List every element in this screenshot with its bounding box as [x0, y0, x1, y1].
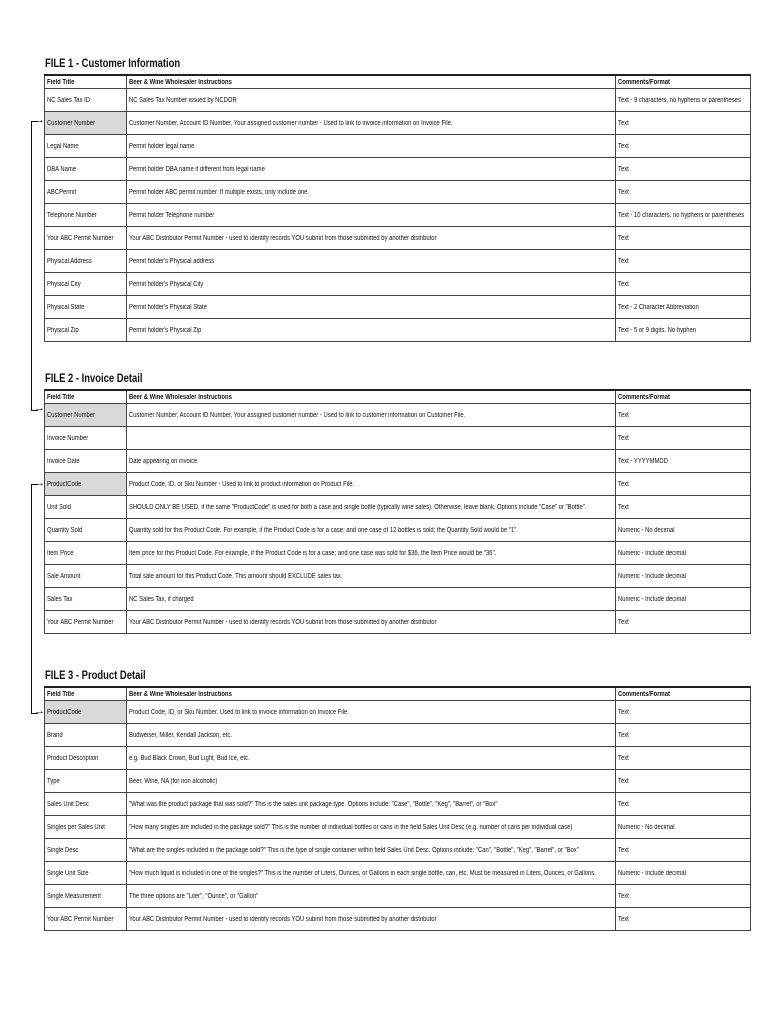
field-title-cell	[45, 519, 127, 542]
instructions-cell	[127, 135, 616, 158]
column-header	[127, 687, 616, 701]
comments-cell	[616, 204, 751, 227]
field-title-cell-text: Customer Number	[47, 119, 96, 127]
instructions-cell	[127, 112, 616, 135]
comments-cell-text: Text	[618, 754, 629, 762]
field-title-cell-text: Type	[47, 777, 60, 785]
instructions-cell-text: "What was the product package that was sold?" This is the sales unit package type. Options include: "Case", "Bottle", "Keg", "Barrel", or "Box"	[129, 800, 498, 808]
instructions-cell-text: Permit holder's Physical State	[129, 303, 207, 311]
field-title-cell	[45, 770, 127, 793]
field-title-cell-text: Your ABC Permit Number	[47, 234, 114, 242]
comments-cell	[616, 770, 751, 793]
comments-cell	[616, 89, 751, 112]
instructions-cell-text: Customer Number, Account ID Number, Your assigned customer number - Used to link to customer information on Customer File.	[129, 411, 466, 419]
comments-cell-text: Numeric - Include decimal	[618, 869, 686, 877]
comments-cell	[616, 181, 751, 204]
field-title-cell	[45, 112, 127, 135]
comments-cell	[616, 862, 751, 885]
field-title-cell	[45, 724, 127, 747]
comments-cell	[616, 747, 751, 770]
instructions-cell-text: Quantity sold for this Product Code. For example, if the Product Code is for a case; and one case of 12 bottles is sold; the Quantity Sold would be "1".	[129, 526, 518, 534]
comments-cell	[616, 519, 751, 542]
comments-cell-text: Numeric - No decimal	[618, 823, 675, 831]
instructions-cell-text: Permit holder's Physical Zip	[129, 326, 202, 334]
comments-cell	[616, 450, 751, 473]
instructions-cell-text: Product Code, ID, or Sku Number - Used to link to product information on Product File.	[129, 480, 355, 488]
file1-table	[44, 74, 751, 342]
instructions-cell-text: Item price for this Product Code. For example, if the Product Code is for a case; and one case was sold for $36, the Item Price would be "36".	[129, 549, 497, 557]
field-title-cell-text: Invoice Date	[47, 457, 80, 465]
instructions-cell	[127, 89, 616, 112]
comments-cell-text: Text	[618, 142, 629, 150]
comments-cell	[616, 427, 751, 450]
field-title-cell	[45, 227, 127, 250]
productcode-link-arrow-1: →	[34, 477, 45, 489]
field-title-cell	[45, 542, 127, 565]
table-row	[45, 181, 751, 204]
field-title-cell-text: Sales Unit Desc	[47, 800, 89, 808]
field-title-cell-text: Product Description	[47, 754, 99, 762]
instructions-cell	[127, 404, 616, 427]
table-row	[45, 450, 751, 473]
instructions-cell	[127, 862, 616, 885]
column-header	[616, 390, 751, 404]
comments-cell	[616, 319, 751, 342]
field-title-cell	[45, 839, 127, 862]
comments-cell	[616, 839, 751, 862]
comments-cell	[616, 908, 751, 931]
instructions-cell	[127, 296, 616, 319]
field-title-cell-text: Your ABC Permit Number	[47, 915, 114, 923]
instructions-cell-text: Your ABC Distributor Permit Number - used to identify records YOU submit from those submitted by another distributor	[129, 618, 437, 626]
field-title-cell-text: ProductCode	[47, 708, 82, 716]
instructions-cell-text: "How much liquid is included in one of the singles?" This is the number of Liters, Ounces, or Gallons in each single bottle, can, etc. Must be measured in Liters, Ounces, or Gallons.	[129, 869, 596, 877]
column-header	[45, 390, 127, 404]
column-header-label: Field Title	[47, 690, 75, 698]
customer-link-arrow-1: →	[34, 114, 45, 126]
field-title-cell	[45, 404, 127, 427]
instructions-cell-text: Your ABC Distributor Permit Number - used to identify records YOU submit from those submitted by another distributor	[129, 234, 437, 242]
column-header	[616, 75, 751, 89]
field-title-cell	[45, 319, 127, 342]
field-title-cell-text: Invoice Number	[47, 434, 89, 442]
instructions-cell-text: Date appearing on invoice	[129, 457, 198, 465]
instructions-cell	[127, 885, 616, 908]
field-title-cell-text: ProductCode	[47, 480, 82, 488]
table-row	[45, 112, 751, 135]
column-header-label: Comments/Format	[618, 393, 670, 401]
instructions-cell-text: Customer Number, Account ID Number, Your assigned customer number - Used to link to invoice information on Invoice File.	[129, 119, 453, 127]
table-row	[45, 519, 751, 542]
instructions-cell-text: Permit holder's Physical City	[129, 280, 204, 288]
column-header	[45, 687, 127, 701]
field-title-cell-text: Item Price	[47, 549, 74, 557]
comments-cell-text: Text	[618, 618, 629, 626]
instructions-cell-text: Permit holder legal name	[129, 142, 195, 150]
instructions-cell	[127, 473, 616, 496]
field-title-cell	[45, 588, 127, 611]
comments-cell-text: Text	[618, 280, 629, 288]
table-row	[45, 747, 751, 770]
field-title-cell	[45, 816, 127, 839]
table-row	[45, 135, 751, 158]
comments-cell	[616, 611, 751, 634]
field-title-cell	[45, 496, 127, 519]
comments-cell-text: Text	[618, 892, 629, 900]
field-title-cell-text: Single Desc	[47, 846, 79, 854]
instructions-cell	[127, 496, 616, 519]
productcode-link-arrow-2: →	[34, 705, 45, 717]
table-row	[45, 542, 751, 565]
field-title-cell-text: Customer Number	[47, 411, 96, 419]
table-row	[45, 427, 751, 450]
comments-cell-text: Text	[618, 915, 629, 923]
column-header-label: Comments/Format	[618, 78, 670, 86]
table-row	[45, 770, 751, 793]
field-title-cell	[45, 296, 127, 319]
comments-cell-text: Text	[618, 731, 629, 739]
table-row	[45, 227, 751, 250]
comments-cell-text: Text - 9 characters, no hyphens or parentheses	[618, 96, 741, 104]
column-header	[127, 390, 616, 404]
productcode-link-line	[31, 484, 38, 714]
instructions-cell	[127, 588, 616, 611]
table-row	[45, 204, 751, 227]
table-row	[45, 496, 751, 519]
field-title-cell	[45, 793, 127, 816]
comments-cell-text: Text	[618, 411, 629, 419]
field-title-cell	[45, 158, 127, 181]
comments-cell-text: Text - 5 or 9 digits. No hyphen	[618, 326, 697, 334]
table-row	[45, 839, 751, 862]
instructions-cell	[127, 611, 616, 634]
table-row	[45, 611, 751, 634]
comments-cell-text: Numeric - No decimal	[618, 526, 675, 534]
table-row	[45, 273, 751, 296]
table-row	[45, 250, 751, 273]
instructions-cell	[127, 158, 616, 181]
field-title-cell	[45, 611, 127, 634]
instructions-cell-text: Product Code, ID, or Sku Number. Used to link to invoice information on Invoice File.	[129, 708, 349, 716]
column-header-label: Beer & Wine Wholesaler Instructions	[129, 78, 232, 86]
instructions-cell	[127, 204, 616, 227]
column-header	[616, 687, 751, 701]
instructions-cell-text: Budweiser, Miller, Kendall Jackson, etc.	[129, 731, 232, 739]
comments-cell	[616, 227, 751, 250]
instructions-cell	[127, 250, 616, 273]
field-title-cell	[45, 250, 127, 273]
instructions-cell	[127, 793, 616, 816]
table-row	[45, 701, 751, 724]
comments-cell-text: Text	[618, 119, 629, 127]
comments-cell-text: Text	[618, 480, 629, 488]
field-title-cell-text: Singles per Sales Unit	[47, 823, 105, 831]
comments-cell-text: Text	[618, 165, 629, 173]
comments-cell-text: Text	[618, 800, 629, 808]
field-title-cell-text: Single Measurement	[47, 892, 101, 900]
field-title-cell-text: Single Unit Size	[47, 869, 89, 877]
comments-cell-text: Numeric - Include decimal	[618, 549, 686, 557]
instructions-cell-text: Permit holder Telephone number	[129, 211, 215, 219]
field-title-cell-text: Brand	[47, 731, 63, 739]
instructions-cell	[127, 319, 616, 342]
comments-cell	[616, 473, 751, 496]
table-row	[45, 565, 751, 588]
table-row	[45, 296, 751, 319]
customer-link-line	[31, 121, 38, 411]
field-title-cell-text: Unit Sold	[47, 503, 71, 511]
field-title-cell	[45, 450, 127, 473]
table-row	[45, 89, 751, 112]
table-row	[45, 473, 751, 496]
table-row	[45, 885, 751, 908]
instructions-cell	[127, 427, 616, 450]
comments-cell	[616, 112, 751, 135]
comments-cell-text: Numeric - Include decimal	[618, 595, 686, 603]
instructions-cell	[127, 519, 616, 542]
field-title-cell-text: Your ABC Permit Number	[47, 618, 114, 626]
comments-cell-text: Text - 10 characters, no hyphens or parentheses	[618, 211, 745, 219]
instructions-cell-text: SHOULD ONLY BE USED, if the same "ProductCode" is used for both a case and single bottle (typically wine sales). Otherwise, leave blank. Options include "Case" or "Bottle".	[129, 503, 587, 511]
instructions-cell-text: "How many singles are included in the package sold?" This is the number of individual bottles or cans in the field Sales Unit Desc (e.g. number of cans per individual case)	[129, 823, 573, 831]
column-header-label: Beer & Wine Wholesaler Instructions	[129, 393, 232, 401]
column-header-label: Comments/Format	[618, 690, 670, 698]
comments-cell	[616, 273, 751, 296]
column-header-label: Beer & Wine Wholesaler Instructions	[129, 690, 232, 698]
field-title-cell-text: Quantity Sold	[47, 526, 83, 534]
field-title-cell	[45, 427, 127, 450]
instructions-cell-text: NC Sales Tax Number issued by NCDOR	[129, 96, 237, 104]
field-title-cell	[45, 908, 127, 931]
field-title-cell	[45, 701, 127, 724]
file2-title: FILE 2 - Invoice Detail	[45, 373, 143, 385]
instructions-cell	[127, 770, 616, 793]
instructions-cell-text: Permit holder ABC permit number. If multiple exists, only include one.	[129, 188, 310, 196]
header-row	[45, 75, 751, 89]
comments-cell-text: Text	[618, 434, 629, 442]
field-title-cell-text: ABCPermit	[47, 188, 77, 196]
header-row	[45, 390, 751, 404]
column-header	[127, 75, 616, 89]
instructions-cell-text: Your ABC Distributor Permit Number - used to identify records YOU submit from those submitted by another distributor	[129, 915, 437, 923]
column-header	[45, 75, 127, 89]
column-header-label: Field Title	[47, 393, 75, 401]
table-row	[45, 816, 751, 839]
comments-cell-text: Text - YYYYMMDD	[618, 457, 668, 465]
field-title-cell-text: Legal Name	[47, 142, 79, 150]
comments-cell	[616, 701, 751, 724]
instructions-cell-text: Total sale amount for this Product Code. This amount should EXCLUDE sales tax.	[129, 572, 343, 580]
header-row	[45, 687, 751, 701]
instructions-cell	[127, 724, 616, 747]
field-title-cell-text: NC Sales Tax ID	[47, 96, 91, 104]
comments-cell-text: Text	[618, 234, 629, 242]
comments-cell-text: Text	[618, 188, 629, 196]
field-title-cell-text: Physical State	[47, 303, 85, 311]
file3-table	[44, 686, 751, 931]
field-title-cell	[45, 473, 127, 496]
instructions-cell	[127, 273, 616, 296]
comments-cell-text: Text	[618, 846, 629, 854]
comments-cell	[616, 565, 751, 588]
instructions-cell-text: Beer, Wine, NA (for non alcoholic)	[129, 777, 218, 785]
field-title-cell	[45, 204, 127, 227]
instructions-cell	[127, 181, 616, 204]
customer-link-arrow-2: →	[34, 402, 45, 414]
table-row	[45, 404, 751, 427]
field-title-cell	[45, 565, 127, 588]
table-row	[45, 862, 751, 885]
comments-cell-text: Numeric - Include decimal	[618, 572, 686, 580]
table-row	[45, 793, 751, 816]
comments-cell	[616, 158, 751, 181]
field-title-cell-text: Telephone Number	[47, 211, 97, 219]
comments-cell	[616, 296, 751, 319]
instructions-cell-text: Permit holder DBA name if different from legal name	[129, 165, 265, 173]
comments-cell	[616, 542, 751, 565]
field-title-cell	[45, 89, 127, 112]
instructions-cell	[127, 227, 616, 250]
instructions-cell-text: Permit holder's Physical address	[129, 257, 215, 265]
instructions-cell	[127, 816, 616, 839]
comments-cell-text: Text	[618, 708, 629, 716]
file2-table	[44, 389, 751, 634]
field-title-cell-text: Physical Address	[47, 257, 92, 265]
comments-cell	[616, 816, 751, 839]
instructions-cell	[127, 450, 616, 473]
field-title-cell-text: Sales Tax	[47, 595, 73, 603]
instructions-cell-text: "What are the singles included in the package sold?" This is the type of single container within field Sales Unit Desc. Options include: "Can", "Bottle", "Keg", "Barrel", or "Box"	[129, 846, 579, 854]
table-row	[45, 908, 751, 931]
comments-cell	[616, 404, 751, 427]
instructions-cell	[127, 542, 616, 565]
field-title-cell	[45, 885, 127, 908]
comments-cell	[616, 885, 751, 908]
field-title-cell-text: Physical Zip	[47, 326, 79, 334]
table-row	[45, 158, 751, 181]
table-row	[45, 724, 751, 747]
field-title-cell	[45, 747, 127, 770]
instructions-cell	[127, 701, 616, 724]
file3-title: FILE 3 - Product Detail	[45, 670, 146, 682]
field-title-cell	[45, 181, 127, 204]
field-title-cell	[45, 135, 127, 158]
instructions-cell	[127, 565, 616, 588]
comments-cell	[616, 250, 751, 273]
field-title-cell-text: Sale Amount	[47, 572, 81, 580]
comments-cell	[616, 724, 751, 747]
instructions-cell	[127, 839, 616, 862]
field-title-cell-text: Physical City	[47, 280, 81, 288]
comments-cell	[616, 135, 751, 158]
comments-cell	[616, 588, 751, 611]
instructions-cell-text: NC Sales Tax, if charged	[129, 595, 194, 603]
table-row	[45, 588, 751, 611]
comments-cell	[616, 496, 751, 519]
comments-cell-text: Text	[618, 777, 629, 785]
comments-cell-text: Text	[618, 503, 629, 511]
field-title-cell	[45, 862, 127, 885]
table-row	[45, 319, 751, 342]
file1-title: FILE 1 - Customer Information	[45, 58, 181, 70]
field-title-cell-text: DBA Name	[47, 165, 77, 173]
field-title-cell	[45, 273, 127, 296]
comments-cell-text: Text - 2 Character Abbreviation	[618, 303, 699, 311]
comments-cell-text: Text	[618, 257, 629, 265]
column-header-label: Field Title	[47, 78, 75, 86]
instructions-cell	[127, 908, 616, 931]
comments-cell	[616, 793, 751, 816]
instructions-cell	[127, 747, 616, 770]
instructions-cell-text: The three options are "Liter", "Ounce", or "Gallon"	[129, 892, 259, 900]
instructions-cell-text: e.g. Bud Black Crown, Bud Light, Bud Ice, etc.	[129, 754, 250, 762]
